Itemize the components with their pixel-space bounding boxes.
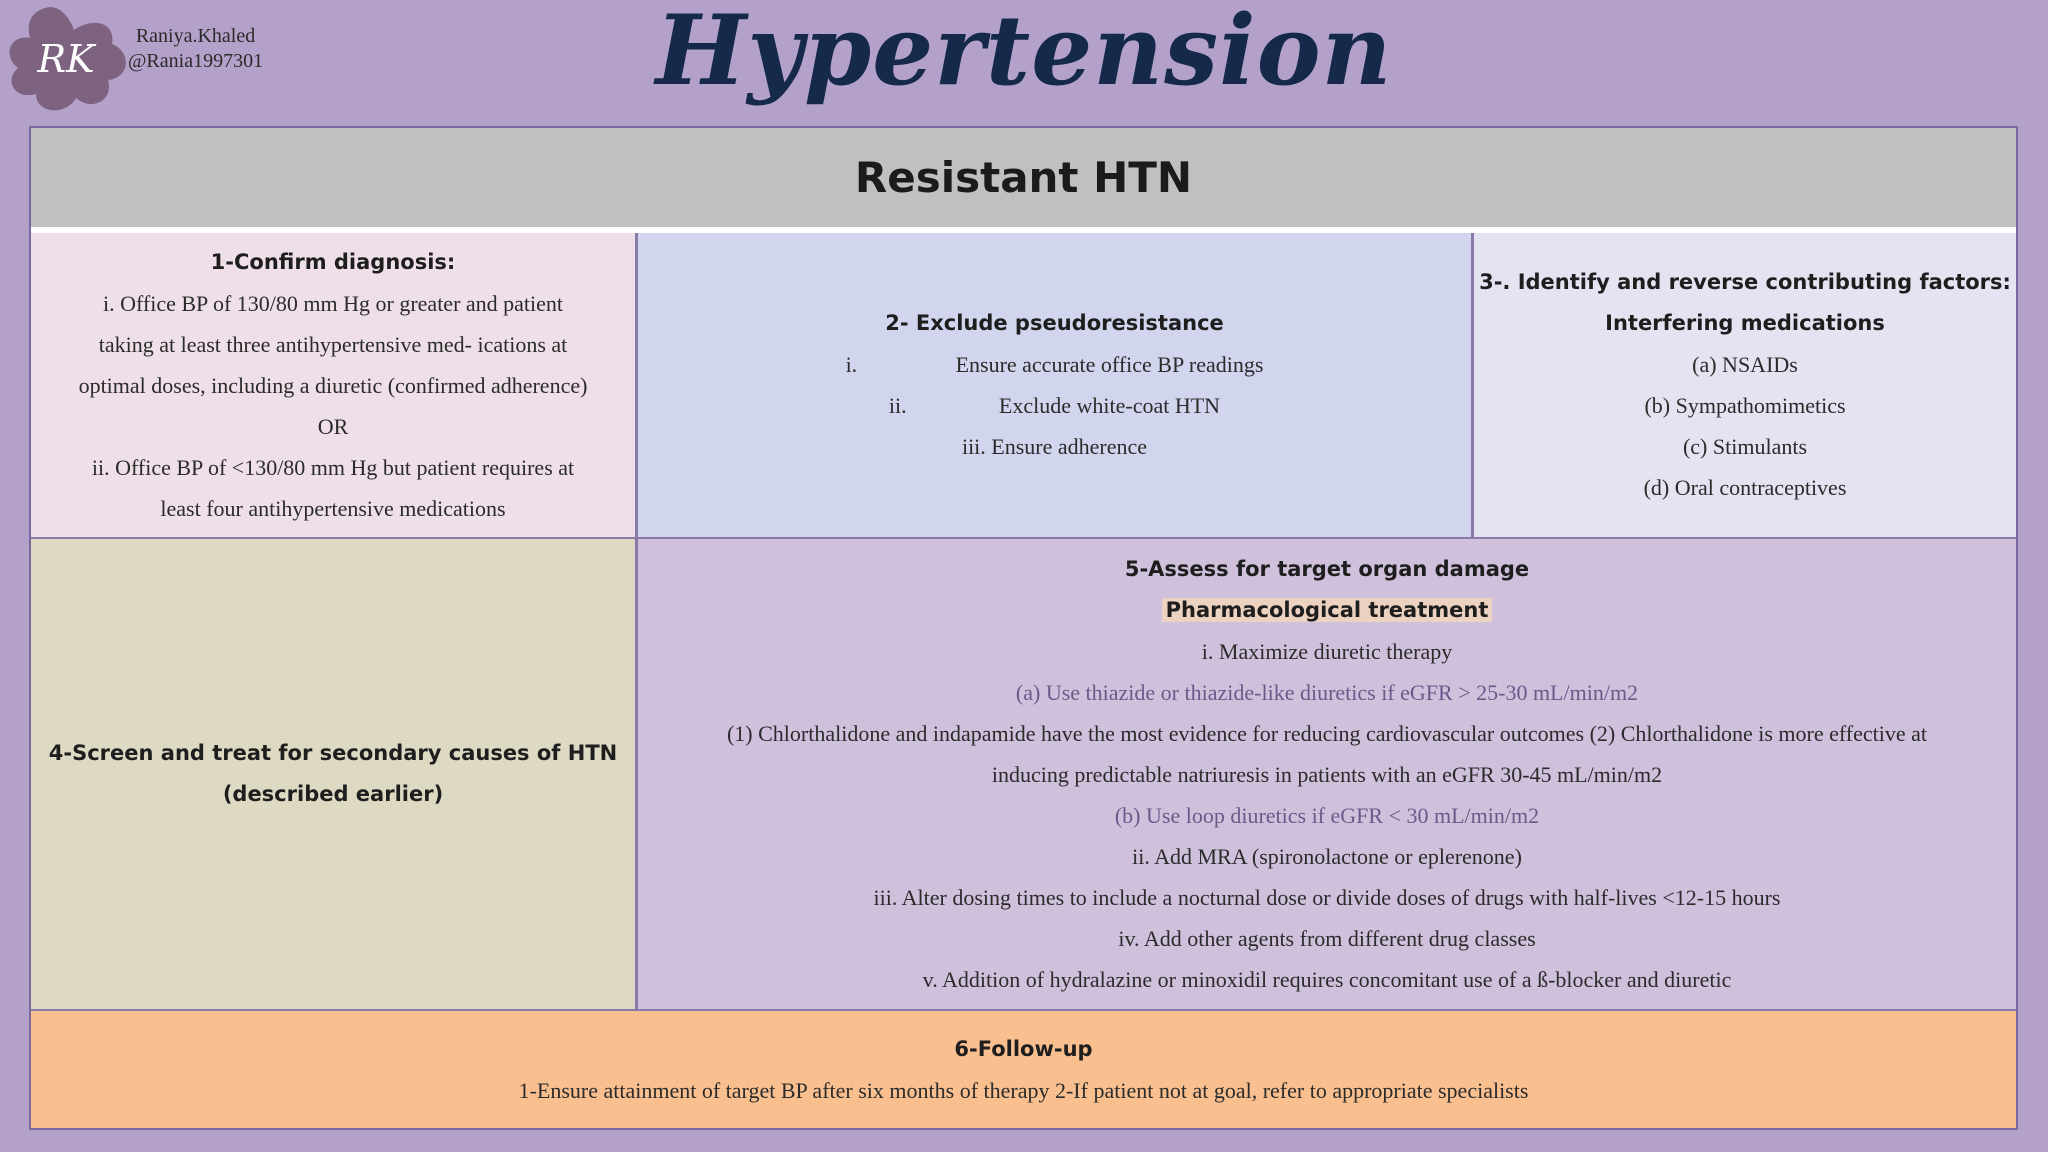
step2-item-text: Ensure accurate office BP readings xyxy=(955,352,1264,377)
step5-line: (a) Use thiazide or thiazide-like diuretics if eGFR > 25-30 mL/min/m2 xyxy=(1015,679,1639,705)
step3-heading: 3-. Identify and reverse contributing factors: xyxy=(1479,270,2011,294)
step4-secondary-causes xyxy=(31,539,638,1009)
step3-item: (a) NSAIDs xyxy=(1692,352,1798,377)
step5-line: v. Addition of hydralazine or minoxidil requires concomitant use of a ß-blocker and diuretic xyxy=(922,966,1732,992)
step5-line: iii. Alter dosing times to include a nocturnal dose or divide doses of drugs with half-lives <12-15 hours xyxy=(873,884,1781,910)
step2-heading: 2- Exclude pseudoresistance xyxy=(885,311,1224,335)
step1-line: i. Office BP of 130/80 mm Hg or greater and patient xyxy=(102,290,564,316)
step2-exclude-pseudoresistance xyxy=(638,233,1474,537)
table-header: Resistant HTN xyxy=(31,128,2016,227)
author-handle: @Rania1997301 xyxy=(128,50,264,72)
step5-line: ii. Add MRA (spironolactone or eplerenone) xyxy=(1132,843,1522,869)
step1-line: optimal doses, including a diuretic (confirmed adherence) xyxy=(78,372,588,398)
step5-subheading: Pharmacological treatment xyxy=(1162,598,1493,622)
step1-heading: 1-Confirm diagnosis: xyxy=(210,249,456,274)
step1-line: ii. Office BP of <130/80 mm Hg but patient requires at xyxy=(91,454,575,480)
step3-contributing-factors xyxy=(1474,233,2016,537)
page-title: Hypertension xyxy=(655,0,1393,107)
step6-heading: 6-Follow-up xyxy=(954,1036,1093,1061)
step3-item: (d) Oral contraceptives xyxy=(1643,475,1847,500)
step5-line: (b) Use loop diuretics if eGFR < 30 mL/min/m2 xyxy=(1114,802,1540,828)
step5-target-organ-damage xyxy=(638,539,2016,1009)
step5-heading: 5-Assess for target organ damage xyxy=(1124,556,1530,581)
step2-item: iii. Ensure adherence xyxy=(961,434,1148,459)
step3-item: (c) Stimulants xyxy=(1682,434,1808,459)
step5-line: inducing predictable natriuresis in patients with an eGFR 30-45 mL/min/m2 xyxy=(991,761,1663,787)
step2-item xyxy=(846,344,1264,385)
step2-item xyxy=(889,385,1220,426)
step3-item: (b) Sympathomimetics xyxy=(1644,393,1846,418)
step2-item-num: i. xyxy=(845,352,858,377)
step4-line: (described earlier) xyxy=(222,782,444,806)
author-name: Raniya.Khaled xyxy=(135,25,256,47)
step4-line: 4-Screen and treat for secondary causes of HTN xyxy=(48,741,618,765)
step5-line: iv. Add other agents from different drug classes xyxy=(1118,925,1536,951)
step1-line: taking at least three antihypertensive med- ications at xyxy=(98,331,568,357)
step2-item-num: ii. xyxy=(888,393,907,418)
step1-line: least four antihypertensive medications xyxy=(160,495,506,521)
step6-follow-up xyxy=(31,1011,2016,1128)
logo-text: RK xyxy=(37,37,95,81)
step1-confirm-diagnosis xyxy=(31,233,638,537)
step3-subheading: Interfering medications xyxy=(1605,311,1885,335)
step5-line: (1) Chlorthalidone and indapamide have the most evidence for reducing cardiovascular outcomes (2) Chlorthalidone is more effective at xyxy=(726,720,1927,746)
step5-line: i. Maximize diuretic therapy xyxy=(1201,638,1453,664)
step2-item-text: Exclude white-coat HTN xyxy=(998,393,1221,418)
main-table xyxy=(29,126,2018,1130)
step1-line: OR xyxy=(317,413,349,439)
step6-text: 1-Ensure attainment of target BP after six months of therapy 2-If patient not at goal, refer to appropriate specialists xyxy=(518,1077,1529,1103)
